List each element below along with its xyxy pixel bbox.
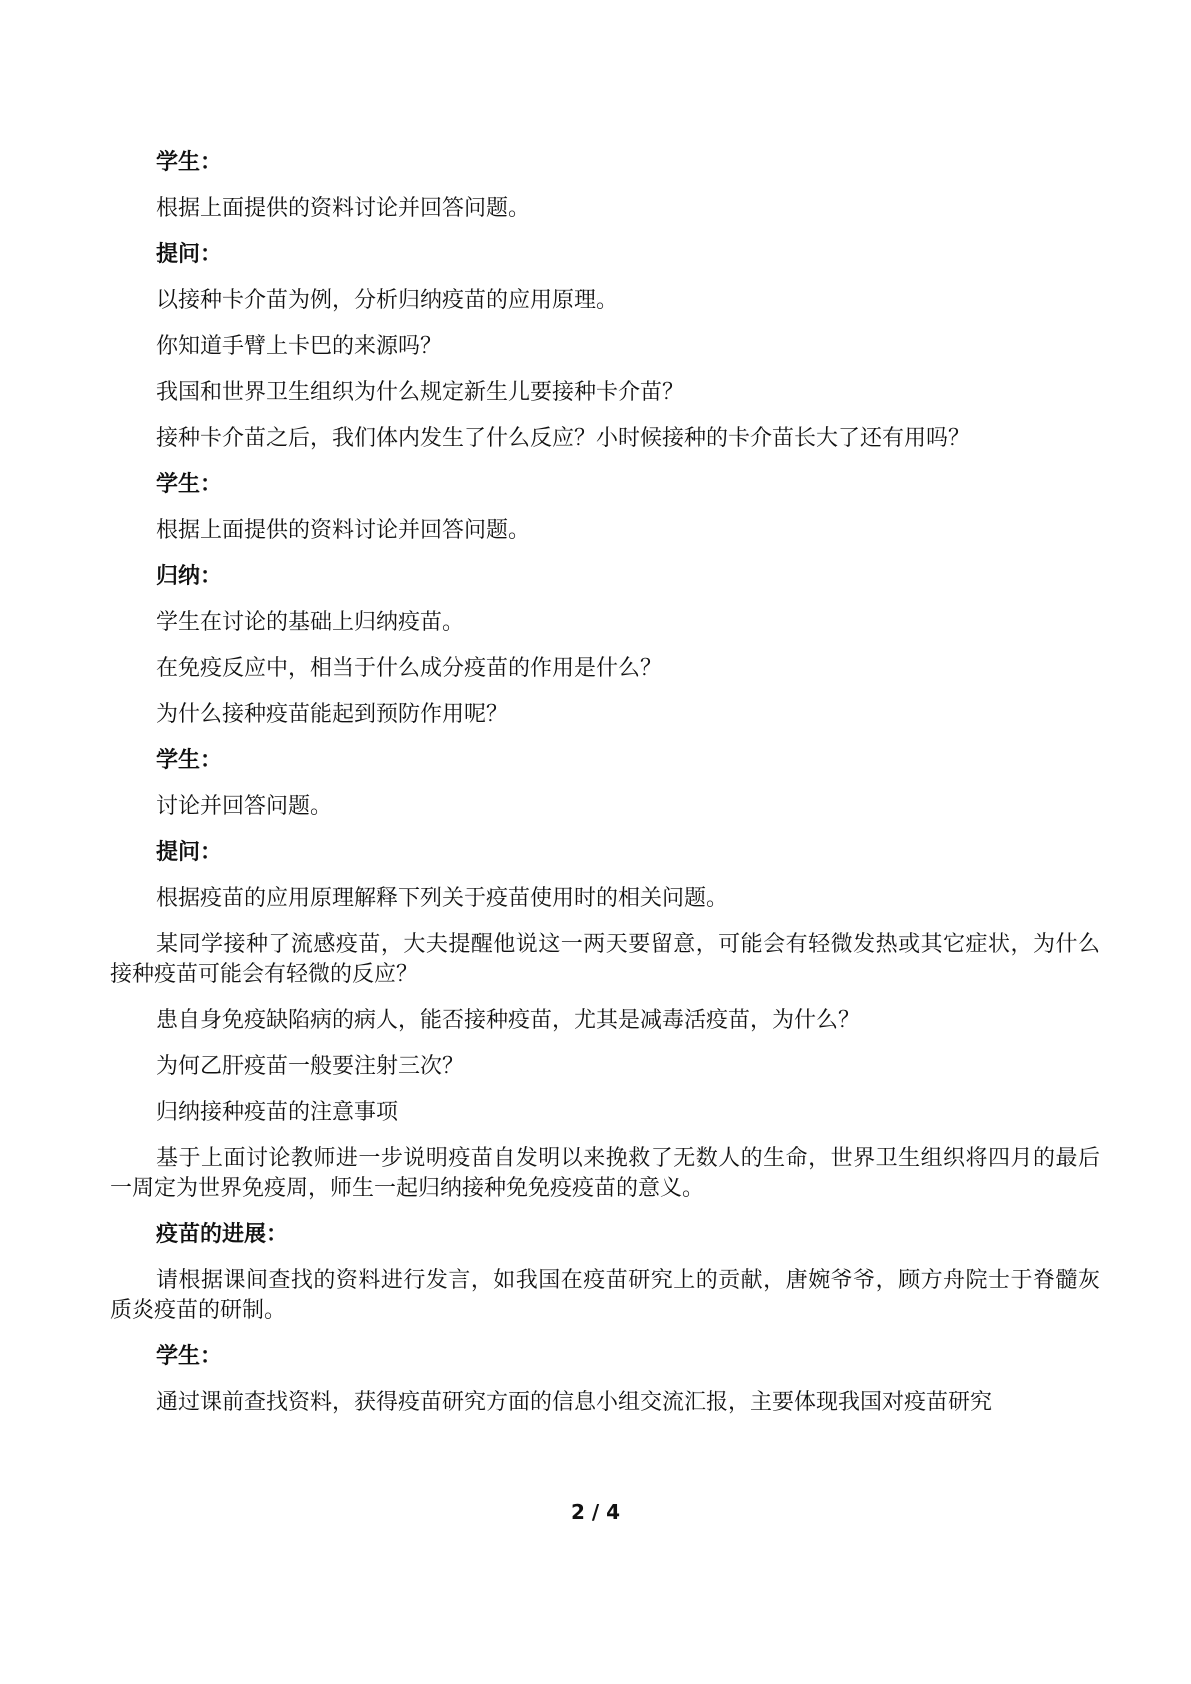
paragraph: 在免疫反应中，相当于什么成分疫苗的作用是什么？ [156, 656, 663, 681]
paragraph: 为何乙肝疫苗一般要注射三次？ [156, 1054, 465, 1079]
paragraph: 根据疫苗的应用原理解释下列关于疫苗使用时的相关问题。 [156, 886, 729, 911]
document-body [110, 148, 1100, 1434]
section-heading: 学生： [156, 748, 223, 773]
section-heading: 学生： [156, 472, 223, 497]
paragraph: 根据上面提供的资料讨论并回答问题。 [156, 196, 531, 221]
paragraph: 学生在讨论的基础上归纳疫苗。 [156, 610, 465, 635]
section-heading: 归纳： [156, 564, 223, 589]
paragraph: 基于上面讨论教师进一步说明疫苗自发明以来挽救了无数人的生命，世界卫生组织将四月的最后一周定为世界免疫周，师生一起归纳接种免免疫疫苗的意义。 [110, 1146, 1100, 1201]
paragraph: 某同学接种了流感疫苗，大夫提醒他说这一两天要留意，可能会有轻微发热或其它症状，为什么接种疫苗可能会有轻微的反应？ [110, 932, 1100, 987]
paragraph: 我国和世界卫生组织为什么规定新生儿要接种卡介苗？ [156, 380, 685, 405]
paragraph: 根据上面提供的资料讨论并回答问题。 [156, 518, 531, 543]
paragraph: 接种卡介苗之后，我们体内发生了什么反应？小时候接种的卡介苗长大了还有用吗？ [156, 426, 971, 451]
paragraph: 你知道手臂上卡巴的来源吗？ [156, 334, 443, 359]
section-heading: 学生： [156, 150, 223, 175]
paragraph: 讨论并回答问题。 [156, 794, 333, 819]
section-heading: 提问： [156, 840, 223, 865]
section-heading: 提问： [156, 242, 223, 267]
paragraph: 患自身免疫缺陷病的病人，能否接种疫苗，尤其是减毒活疫苗，为什么？ [156, 1008, 861, 1033]
paragraph: 以接种卡介苗为例，分析归纳疫苗的应用原理。 [156, 288, 619, 313]
paragraph: 请根据课间查找的资料进行发言，如我国在疫苗研究上的贡献，唐婉爷爷，顾方舟院士于脊髓灰质炎疫苗的研制。 [110, 1268, 1100, 1323]
section-heading: 疫苗的进展： [156, 1222, 289, 1247]
section-heading: 学生： [156, 1344, 223, 1369]
paragraph: 归纳接种疫苗的注意事项 [156, 1100, 399, 1125]
paragraph: 通过课前查找资料，获得疫苗研究方面的信息小组交流汇报，主要体现我国对疫苗研究 [156, 1390, 993, 1415]
paragraph: 为什么接种疫苗能起到预防作用呢？ [156, 702, 509, 727]
page-number: 2 / 4 [570, 1500, 621, 1524]
